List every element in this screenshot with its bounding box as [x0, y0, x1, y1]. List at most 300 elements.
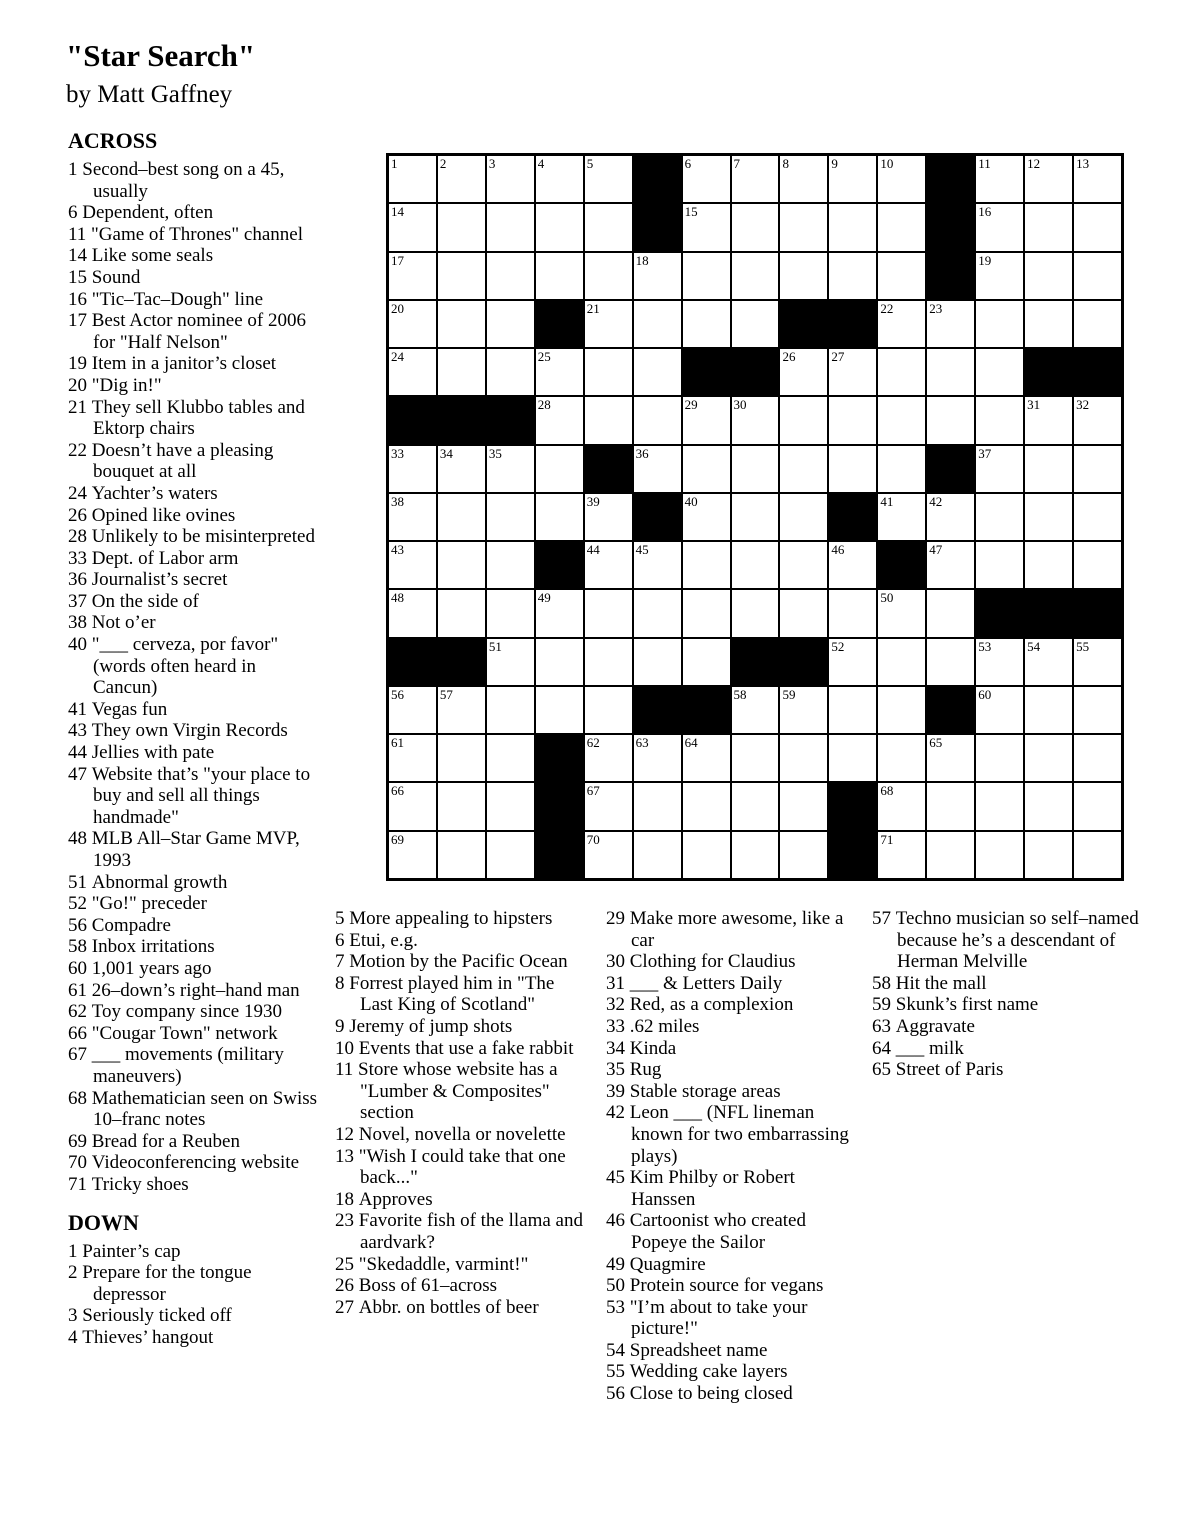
grid-cell-8-14[interactable]: [1073, 541, 1122, 589]
grid-cell-7-5-black: [633, 493, 682, 541]
grid-cell-10-4[interactable]: [584, 638, 633, 686]
grid-cell-10-13[interactable]: [1024, 638, 1073, 686]
grid-cell-13-14[interactable]: [1073, 782, 1122, 830]
grid-cell-number: 41: [880, 493, 894, 509]
clue-text: Hit the mall: [895, 972, 987, 994]
grid-cell-12-7[interactable]: [731, 734, 780, 782]
grid-cell-5-13[interactable]: [1024, 396, 1073, 444]
clue-text: Motion by the Pacific Ocean: [349, 951, 568, 973]
clue-text: Prepare for the tongue depressor: [82, 1262, 252, 1305]
grid-cell-3-1[interactable]: [437, 300, 486, 348]
grid-cell-2-3[interactable]: [535, 252, 584, 300]
clue-across-44: [68, 742, 322, 764]
clue-text: Painter’s cap: [82, 1240, 181, 1262]
grid-cell-4-10[interactable]: [877, 348, 926, 396]
grid-cell-number: 1: [391, 156, 398, 171]
grid-cell-14-12[interactable]: [975, 831, 1024, 879]
grid-cell-0-12[interactable]: [975, 155, 1024, 203]
grid-cell-11-2[interactable]: [486, 686, 535, 734]
clue-text: Store whose website has a "Lumber & Composites" section: [358, 1059, 558, 1124]
grid-cell-0-1[interactable]: [437, 155, 486, 203]
grid-cell-10-11[interactable]: [926, 638, 975, 686]
grid-cell-3-5[interactable]: [633, 300, 682, 348]
grid-cell-12-0[interactable]: [388, 734, 437, 782]
down-clues-column-4: [872, 908, 1166, 1081]
grid-cell-6-0[interactable]: [388, 445, 437, 493]
grid-cell-1-6[interactable]: [682, 203, 731, 251]
grid-cell-1-0[interactable]: [388, 203, 437, 251]
grid-cell-number: 44: [586, 542, 600, 558]
grid-cell-number: 12: [1027, 156, 1041, 171]
clue-across-6: [68, 202, 322, 224]
grid-cell-6-2[interactable]: [486, 445, 535, 493]
clue-down-25: [335, 1254, 587, 1276]
grid-cell-0-7[interactable]: [731, 155, 780, 203]
grid-cell-number: 36: [635, 445, 649, 461]
grid-cell-4-11[interactable]: [926, 348, 975, 396]
grid-cell-7-3[interactable]: [535, 493, 584, 541]
grid-cell-4-3[interactable]: [535, 348, 584, 396]
grid-cell-5-12[interactable]: [975, 396, 1024, 444]
grid-cell-12-14[interactable]: [1073, 734, 1122, 782]
grid-cell-2-10[interactable]: [877, 252, 926, 300]
grid-cell-8-9[interactable]: [828, 541, 877, 589]
crossword-grid: [386, 153, 1124, 881]
grid-cell-2-5[interactable]: [633, 252, 682, 300]
grid-cell-7-2[interactable]: [486, 493, 535, 541]
grid-cell-0-13[interactable]: [1024, 155, 1073, 203]
clue-across-40: [68, 634, 322, 699]
grid-cell-number: 45: [635, 542, 649, 558]
clue-across-47: [68, 764, 322, 829]
grid-cell-0-4[interactable]: [584, 155, 633, 203]
grid-cell-6-12[interactable]: [975, 445, 1024, 493]
clue-number: 15: [68, 266, 92, 288]
grid-cell-6-1[interactable]: [437, 445, 486, 493]
grid-cell-2-8[interactable]: [779, 252, 828, 300]
clue-down-59: [872, 994, 1166, 1016]
grid-cell-4-0[interactable]: [388, 348, 437, 396]
clue-text: Quagmire: [629, 1253, 706, 1275]
grid-cell-1-2[interactable]: [486, 203, 535, 251]
clue-down-6: [335, 930, 587, 952]
grid-cell-8-13[interactable]: [1024, 541, 1073, 589]
grid-cell-4-14-black: [1073, 348, 1122, 396]
clue-number: 16: [68, 288, 92, 310]
grid-cell-1-3[interactable]: [535, 203, 584, 251]
grid-cell-11-14[interactable]: [1073, 686, 1122, 734]
grid-cell-5-5[interactable]: [633, 396, 682, 444]
grid-cell-1-12[interactable]: [975, 203, 1024, 251]
grid-cell-3-7[interactable]: [731, 300, 780, 348]
grid-cell-14-7[interactable]: [731, 831, 780, 879]
grid-cell-11-9[interactable]: [828, 686, 877, 734]
clue-down-23: [335, 1210, 587, 1253]
grid-cell-12-4[interactable]: [584, 734, 633, 782]
clue-number: 29: [606, 908, 630, 929]
clue-number: 39: [606, 1080, 630, 1102]
grid-cell-13-13[interactable]: [1024, 782, 1073, 830]
grid-cell-11-0[interactable]: [388, 686, 437, 734]
clue-across-51: [68, 872, 322, 894]
clue-number: 9: [335, 1015, 350, 1037]
grid-cell-3-3-black: [535, 300, 584, 348]
grid-cell-13-11[interactable]: [926, 782, 975, 830]
grid-cell-14-10[interactable]: [877, 831, 926, 879]
grid-cell-13-5[interactable]: [633, 782, 682, 830]
clue-text: Not o’er: [91, 612, 156, 634]
clue-number: 68: [68, 1087, 92, 1109]
grid-cell-2-2[interactable]: [486, 252, 535, 300]
down-clues-list-col2: [335, 908, 587, 1318]
grid-cell-9-4[interactable]: [584, 589, 633, 637]
grid-cell-2-6[interactable]: [682, 252, 731, 300]
grid-cell-12-8[interactable]: [779, 734, 828, 782]
grid-cell-9-9[interactable]: [828, 589, 877, 637]
grid-cell-13-7[interactable]: [731, 782, 780, 830]
grid-cell-6-8[interactable]: [779, 445, 828, 493]
clue-text: Tricky shoes: [91, 1173, 189, 1195]
grid-cell-7-1[interactable]: [437, 493, 486, 541]
grid-cell-6-13[interactable]: [1024, 445, 1073, 493]
grid-cell-8-0[interactable]: [388, 541, 437, 589]
clue-number: 55: [606, 1361, 630, 1383]
grid-cell-9-2[interactable]: [486, 589, 535, 637]
grid-cell-0-0[interactable]: [388, 155, 437, 203]
clue-number: 13: [335, 1145, 359, 1167]
grid-cell-3-10[interactable]: [877, 300, 926, 348]
grid-cell-2-1[interactable]: [437, 252, 486, 300]
grid-cell-10-14[interactable]: [1073, 638, 1122, 686]
down-clues-list-col4: [872, 908, 1166, 1081]
grid-cell-11-6-black: [682, 686, 731, 734]
grid-cell-1-5-black: [633, 203, 682, 251]
grid-cell-7-10[interactable]: [877, 493, 926, 541]
grid-cell-6-10[interactable]: [877, 445, 926, 493]
grid-cell-10-2[interactable]: [486, 638, 535, 686]
grid-cell-7-11[interactable]: [926, 493, 975, 541]
clue-text: More appealing to hipsters: [349, 908, 553, 929]
clue-number: 57: [872, 908, 896, 929]
grid-cell-number: 59: [782, 686, 796, 702]
grid-cell-10-3[interactable]: [535, 638, 584, 686]
grid-cell-1-1[interactable]: [437, 203, 486, 251]
grid-cell-12-9[interactable]: [828, 734, 877, 782]
grid-cell-8-2[interactable]: [486, 541, 535, 589]
grid-cell-9-7[interactable]: [731, 589, 780, 637]
grid-cell-12-5[interactable]: [633, 734, 682, 782]
grid-cell-number: 62: [586, 735, 600, 751]
grid-cell-3-11[interactable]: [926, 300, 975, 348]
grid-cell-2-14[interactable]: [1073, 252, 1122, 300]
grid-cell-4-4[interactable]: [584, 348, 633, 396]
grid-cell-5-7[interactable]: [731, 396, 780, 444]
grid-cell-6-9[interactable]: [828, 445, 877, 493]
grid-cell-0-3[interactable]: [535, 155, 584, 203]
grid-cell-8-11[interactable]: [926, 541, 975, 589]
grid-cell-6-4-black: [584, 445, 633, 493]
grid-cell-7-14[interactable]: [1073, 493, 1122, 541]
grid-cell-9-1[interactable]: [437, 589, 486, 637]
grid-cell-13-6[interactable]: [682, 782, 731, 830]
grid-cell-11-4[interactable]: [584, 686, 633, 734]
grid-cell-0-10[interactable]: [877, 155, 926, 203]
clue-text: Mathematician seen on Swiss 10–franc notes: [91, 1087, 318, 1131]
grid-cell-12-11[interactable]: [926, 734, 975, 782]
grid-cell-14-6[interactable]: [682, 831, 731, 879]
clue-text: "Skedaddle, varmint!": [358, 1253, 529, 1275]
grid-cell-9-3[interactable]: [535, 589, 584, 637]
grid-cell-2-0[interactable]: [388, 252, 437, 300]
grid-cell-14-13[interactable]: [1024, 831, 1073, 879]
grid-cell-4-6-black: [682, 348, 731, 396]
grid-cell-8-4[interactable]: [584, 541, 633, 589]
grid-cell-8-7[interactable]: [731, 541, 780, 589]
grid-cell-12-6[interactable]: [682, 734, 731, 782]
grid-cell-10-5[interactable]: [633, 638, 682, 686]
grid-cell-10-7-black: [731, 638, 780, 686]
clue-number: 54: [606, 1339, 630, 1361]
grid-cell-number: 4: [537, 156, 545, 171]
grid-cell-number: 69: [391, 831, 404, 847]
grid-cell-0-9[interactable]: [828, 155, 877, 203]
clue-number: 8: [335, 972, 350, 994]
grid-cell-3-13[interactable]: [1024, 300, 1073, 348]
grid-cell-1-4[interactable]: [584, 203, 633, 251]
grid-cell-11-7[interactable]: [731, 686, 780, 734]
grid-cell-11-13[interactable]: [1024, 686, 1073, 734]
grid-cell-3-0[interactable]: [388, 300, 437, 348]
grid-cell-3-12[interactable]: [975, 300, 1024, 348]
clue-across-56: [68, 915, 322, 937]
clue-number: 3: [68, 1305, 83, 1327]
clue-across-37: [68, 591, 322, 613]
grid-cell-13-10[interactable]: [877, 782, 926, 830]
grid-cell-9-6[interactable]: [682, 589, 731, 637]
grid-cell-number: 60: [978, 686, 992, 702]
clue-text: Dependent, often: [82, 202, 214, 224]
grid-cell-1-7[interactable]: [731, 203, 780, 251]
grid-cell-number: 13: [1076, 156, 1090, 171]
grid-cell-7-4[interactable]: [584, 493, 633, 541]
clue-number: 20: [68, 374, 92, 396]
grid-cell-1-8[interactable]: [779, 203, 828, 251]
grid-cell-2-4[interactable]: [584, 252, 633, 300]
clue-number: 69: [68, 1130, 92, 1152]
grid-cell-number: 34: [439, 445, 453, 461]
grid-cell-4-8[interactable]: [779, 348, 828, 396]
grid-cell-9-8[interactable]: [779, 589, 828, 637]
grid-cell-10-6[interactable]: [682, 638, 731, 686]
grid-cell-4-2[interactable]: [486, 348, 535, 396]
grid-cell-5-10[interactable]: [877, 396, 926, 444]
grid-cell-0-6[interactable]: [682, 155, 731, 203]
grid-cell-11-3[interactable]: [535, 686, 584, 734]
grid-cell-6-7[interactable]: [731, 445, 780, 493]
grid-cell-2-13[interactable]: [1024, 252, 1073, 300]
clue-across-70: [68, 1152, 322, 1174]
grid-cell-12-13[interactable]: [1024, 734, 1073, 782]
grid-cell-6-14[interactable]: [1073, 445, 1122, 493]
grid-cell-number: 42: [929, 493, 943, 509]
grid-cell-13-8[interactable]: [779, 782, 828, 830]
grid-cell-13-1[interactable]: [437, 782, 486, 830]
grid-cell-2-9[interactable]: [828, 252, 877, 300]
grid-cell-number: 39: [586, 493, 600, 509]
clue-text: Inbox irritations: [91, 936, 215, 958]
grid-cell-3-14[interactable]: [1073, 300, 1122, 348]
grid-cell-8-5[interactable]: [633, 541, 682, 589]
grid-cell-11-12[interactable]: [975, 686, 1024, 734]
clue-across-33: [68, 548, 322, 570]
clue-number: 2: [68, 1262, 83, 1284]
grid-cell-9-0[interactable]: [388, 589, 437, 637]
grid-cell-7-0[interactable]: [388, 493, 437, 541]
grid-cell-4-13-black: [1024, 348, 1073, 396]
grid-cell-7-8[interactable]: [779, 493, 828, 541]
clue-across-20: [68, 375, 322, 397]
grid-cell-6-3[interactable]: [535, 445, 584, 493]
clues-left-column: [68, 128, 322, 1348]
grid-cell-9-5[interactable]: [633, 589, 682, 637]
grid-cell-3-2[interactable]: [486, 300, 535, 348]
grid-cell-2-12[interactable]: [975, 252, 1024, 300]
clue-down-29: [606, 908, 864, 951]
grid-cell-12-12[interactable]: [975, 734, 1024, 782]
clue-across-16: [68, 289, 322, 311]
grid-cell-9-11[interactable]: [926, 589, 975, 637]
grid-cell-8-10-black: [877, 541, 926, 589]
grid-cell-13-0[interactable]: [388, 782, 437, 830]
grid-cell-1-10[interactable]: [877, 203, 926, 251]
grid-cell-13-4[interactable]: [584, 782, 633, 830]
grid-cell-10-9[interactable]: [828, 638, 877, 686]
grid-cell-14-2[interactable]: [486, 831, 535, 879]
grid-cell-0-5-black: [633, 155, 682, 203]
clue-text: Novel, novella or novelette: [358, 1123, 566, 1145]
grid-cell-7-13[interactable]: [1024, 493, 1073, 541]
grid-cell-7-7[interactable]: [731, 493, 780, 541]
clue-down-49: [606, 1254, 864, 1276]
grid-cell-14-14[interactable]: [1073, 831, 1122, 879]
clue-down-4: [68, 1327, 322, 1349]
clue-across-58: [68, 936, 322, 958]
grid-cell-7-6[interactable]: [682, 493, 731, 541]
grid-cell-5-6[interactable]: [682, 396, 731, 444]
clue-number: 1: [68, 1240, 83, 1262]
grid-cell-4-12[interactable]: [975, 348, 1024, 396]
grid-cell-14-1[interactable]: [437, 831, 486, 879]
grid-cell-14-8[interactable]: [779, 831, 828, 879]
grid-cell-11-8[interactable]: [779, 686, 828, 734]
grid-cell-13-12[interactable]: [975, 782, 1024, 830]
clue-text: Etui, e.g.: [349, 929, 418, 951]
grid-cell-0-14[interactable]: [1073, 155, 1122, 203]
grid-cell-0-8[interactable]: [779, 155, 828, 203]
grid-cell-14-4[interactable]: [584, 831, 633, 879]
clue-across-38: [68, 612, 322, 634]
grid-cell-number: 40: [684, 493, 698, 509]
grid-cell-9-10[interactable]: [877, 589, 926, 637]
clue-number: 60: [68, 957, 92, 979]
grid-cell-number: 8: [782, 156, 789, 171]
grid-cell-12-1[interactable]: [437, 734, 486, 782]
grid-cell-5-4[interactable]: [584, 396, 633, 444]
grid-cell-6-5[interactable]: [633, 445, 682, 493]
clue-down-2: [68, 1262, 322, 1305]
grid-cell-number: 63: [635, 735, 649, 751]
grid-cell-10-12[interactable]: [975, 638, 1024, 686]
grid-cell-number: 6: [684, 156, 692, 171]
grid-cell-8-8[interactable]: [779, 541, 828, 589]
grid-cell-3-4[interactable]: [584, 300, 633, 348]
grid-cell-number: 20: [391, 300, 404, 316]
grid-cell-14-5[interactable]: [633, 831, 682, 879]
clue-across-14: [68, 245, 322, 267]
clue-across-60: [68, 958, 322, 980]
clue-number: 49: [606, 1253, 630, 1275]
clue-text: They sell Klubbo tables and Ektorp chairs: [91, 396, 305, 440]
clue-number: 36: [68, 569, 92, 591]
grid-cell-number: 47: [929, 542, 943, 558]
grid-cell-number: 64: [684, 735, 698, 751]
clue-down-34: [606, 1038, 864, 1060]
clue-text: Bread for a Reuben: [91, 1130, 240, 1152]
clue-down-12: [335, 1124, 587, 1146]
grid-cell-4-9[interactable]: [828, 348, 877, 396]
clue-down-33: [606, 1016, 864, 1038]
grid-cell-8-12[interactable]: [975, 541, 1024, 589]
grid-cell-12-2[interactable]: [486, 734, 535, 782]
grid-cell-12-10[interactable]: [877, 734, 926, 782]
grid-cell-6-6[interactable]: [682, 445, 731, 493]
puzzle-byline: by Matt Gaffney: [66, 81, 233, 108]
grid-cell-8-6[interactable]: [682, 541, 731, 589]
grid-cell-5-3[interactable]: [535, 396, 584, 444]
grid-cell-1-13[interactable]: [1024, 203, 1073, 251]
clue-text: Sound: [91, 266, 141, 288]
grid-cell-14-11[interactable]: [926, 831, 975, 879]
grid-cell-3-6[interactable]: [682, 300, 731, 348]
grid-cell-5-8[interactable]: [779, 396, 828, 444]
grid-cell-9-12-black: [975, 589, 1024, 637]
grid-cell-5-14[interactable]: [1073, 396, 1122, 444]
grid-cell-13-2[interactable]: [486, 782, 535, 830]
grid-cell-4-1[interactable]: [437, 348, 486, 396]
grid-cell-7-12[interactable]: [975, 493, 1024, 541]
grid-cell-11-10[interactable]: [877, 686, 926, 734]
grid-cell-1-14[interactable]: [1073, 203, 1122, 251]
grid-cell-0-2[interactable]: [486, 155, 535, 203]
grid-cell-14-0[interactable]: [388, 831, 437, 879]
clue-across-15: [68, 267, 322, 289]
grid-cell-number: 25: [537, 349, 551, 365]
clue-text: Make more awesome, like a car: [629, 908, 844, 951]
clue-down-42: [606, 1102, 864, 1167]
clue-text: "I’m about to take your picture!": [629, 1296, 808, 1340]
grid-cell-2-7[interactable]: [731, 252, 780, 300]
grid-cell-10-10[interactable]: [877, 638, 926, 686]
grid-cell-5-9[interactable]: [828, 396, 877, 444]
clue-across-71: [68, 1174, 322, 1196]
grid-cell-5-11[interactable]: [926, 396, 975, 444]
grid-cell-number: 3: [488, 156, 496, 171]
grid-cell-4-5[interactable]: [633, 348, 682, 396]
grid-cell-11-1[interactable]: [437, 686, 486, 734]
clue-number: 65: [872, 1059, 896, 1081]
grid-cell-8-1[interactable]: [437, 541, 486, 589]
grid-cell-1-9[interactable]: [828, 203, 877, 251]
